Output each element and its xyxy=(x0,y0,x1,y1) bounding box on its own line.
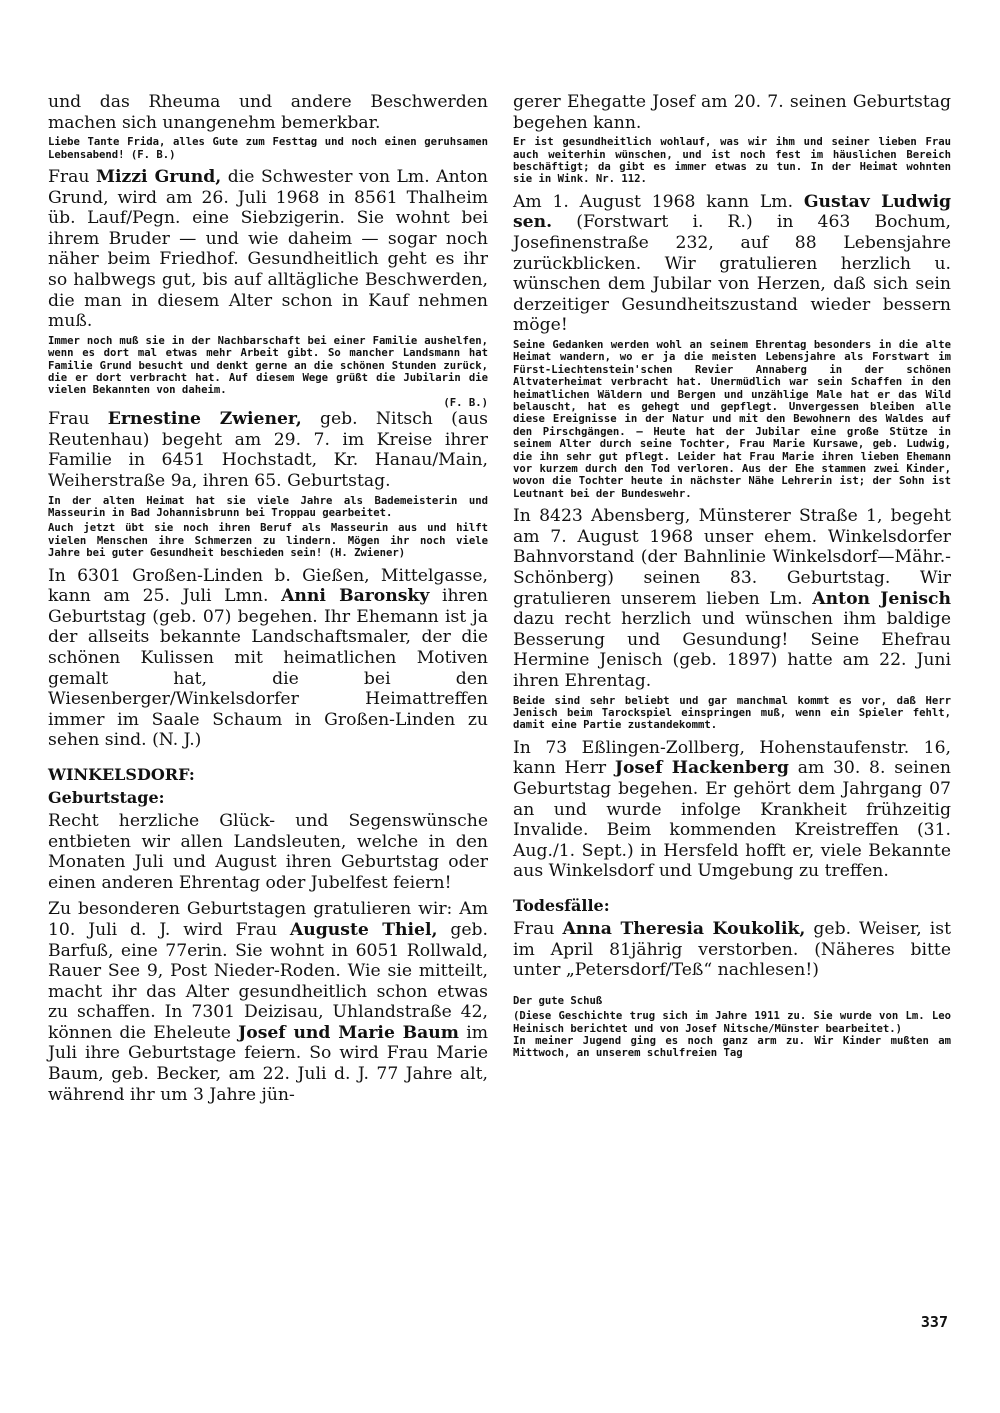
left-column xyxy=(48,92,488,1105)
paragraph: Recht herzliche Glück- und Segenswünsche entbieten wir allen Landsleuten, welche in den Monaten Juli und August ihren Geburtstag oder einen anderen Ehrentag oder Jubelfest feiern! xyxy=(48,810,488,893)
text: Am 1. August 1968 kann Lm. xyxy=(513,191,804,212)
note: (Diese Geschichte trug sich im Jahre 1911 zu. Sie wurde von Lm. Leo Heinisch berichtet und von Josef Nitsche/Münster bearbeitet.) xyxy=(513,1010,951,1035)
text: die Schwester von Lm. Anton Grund, wird am 26. Juli 1968 in 8561 Thalheim üb. Lauf/Pegn. eine Siebzigerin. Sie wohnt bei ihrem Bruder — und wie daheim — sogar noch näher beim Friedhof. Gesundheitlich geht es ihr so halbwegs gut, bis auf alltägliche Beschwerden, die man in diesem Alter schon in Kauf nehmen muß. xyxy=(48,167,488,332)
person-name: Ernestine Zwiener, xyxy=(107,409,302,430)
text: (Forstwart i. R.) in 463 Bochum, Josefinenstraße 232, auf 88 Lebensjahre zurückblicken. Wir gratulieren herzlich u. wünschen dem Jubilar von Herzen, daß sich sein derzeitiger Gesundheitszustand wieder bessern möge! xyxy=(513,212,951,336)
person-name: Anna Theresia Koukolik, xyxy=(562,918,806,939)
text: im Juli ihre Geburtstage feiern. So wird Frau Marie Baum, geb. Becker, am 22. Juli d. J. 77 Jahre alt, während ihr um 3 Jahre jün- xyxy=(48,1022,488,1105)
right-column xyxy=(513,92,951,1060)
story-heading: Der gute Schuß xyxy=(513,994,603,1007)
section-heading: WINKELSDORF: xyxy=(48,764,195,784)
text: am 30. 8. seinen Geburtstag begehen. Er gehört dem Jahrgang 07 an und wurde infolge Krankheit frühzeitig Invalide. Beim kommenden Kreistreffen (31. Aug./1. Sept.) in Hersfeld hofft er, viele Bekannte aus Winkelsdorf und Umgebung zu treffen. xyxy=(513,758,951,882)
paragraph xyxy=(513,192,951,336)
note: Beide sind sehr beliebt und gar manchmal kommt es vor, daß Herr Jenisch beim Tarockspiel einspringen muß, wenn ein Spieler fehlt, damit eine Partie zustandekommt. xyxy=(513,694,951,732)
text: Zu besonderen Geburtstagen gratulieren wir: Am 10. Juli d. J. wird Frau xyxy=(48,899,488,940)
text: Frau xyxy=(513,918,563,939)
paragraph: und das Rheuma und andere Beschwerden machen sich unangenehm bemerkbar. xyxy=(48,92,488,133)
person-name: Gustav Ludwig sen. xyxy=(513,191,952,233)
paragraph xyxy=(513,919,951,981)
note: Seine Gedanken werden wohl an seinem Ehrentag besonders in die alte Heimat wandern, wo er ja die meisten Lebensjahre als Forstwart im Fürst-Liechtenstein'schen Revier Annaberg in der schönen Altvaterheimat verbracht hat. Unermüdlich war sein Schaffen in den heimatlichen Wäldern und Bergen und unzählige Male hat er das Wild belauscht, hat es gehegt und gepflegt. Unvergessen bleiben alle diese Ereignisse in der Natur und mit den Bewohnern des Waldes auf den Pirschgängen. — Heute hat der Jubilar eine große Stütze in seinem Alter durch seine Tochter, Frau Marie Kursawe, geb. Ludwig, die ihn sehr gut pflegt. Leider hat Frau Marie ihren lieben Ehemann vor kurzem durch den Tod verloren. Aus der Ehe stammen zwei Kinder, wovon die Tochter heute in nächster Nähe Lehrerin ist; der Sohn ist Leutnant bei der Bundeswehr. xyxy=(513,338,951,500)
page-number: 337 xyxy=(920,1313,948,1331)
paragraph xyxy=(48,167,488,332)
person-name: Anni Baronsky xyxy=(281,586,430,607)
text: geb. Nitsch (aus Reutenhau) begeht am 29. 7. im Kreise ihrer Familie in 6451 Hochstadt, Kr. Hanau/Main, Weiherstraße 9a, ihren 65. Geburtstag. xyxy=(48,409,488,491)
paragraph: gerer Ehegatte Josef am 20. 7. seinen Geburtstag begehen kann. xyxy=(513,92,951,133)
note: Auch jetzt übt sie noch ihren Beruf als Masseurin aus und hilft vielen Menschen ihre Schmerzen zu lindern. Mögen ihr noch viele Jahre bei guter Gesundheit beschieden sein! (H. Zwiener) xyxy=(48,522,488,560)
paragraph xyxy=(513,506,951,691)
signature: (F. B.) xyxy=(443,396,488,409)
text: In 6301 Großen-Linden b. Gießen, Mittelgasse, kann am 25. Juli Lmn. xyxy=(48,565,488,607)
text: In 73 Eßlingen-Zollberg, Hohenstaufenstr. 16, kann Herr xyxy=(513,737,951,779)
person-name: Auguste Thiel, xyxy=(289,919,438,940)
person-name: Josef und Marie Baum xyxy=(238,1022,459,1043)
paragraph xyxy=(48,409,488,491)
text: geb. Weiser, ist im April 81jährig verstorben. (Näheres bitte unter „Petersdorf/Teß“ nachlesen!) xyxy=(513,918,951,981)
paragraph xyxy=(48,899,488,1105)
note: Er ist gesundheitlich wohlauf, was wir ihm und seiner lieben Frau auch weiterhin wünschen, und ist noch fest im häuslichen Bereich beschäftigt; da gibt es immer etwas zu tun. In der Heimat wohnten sie in Wink. Nr. 112. xyxy=(513,136,951,186)
note: Liebe Tante Frida, alles Gute zum Festtag und noch einen geruhsamen Lebensabend! (F. B.) xyxy=(48,136,488,161)
person-name: Anton Jenisch xyxy=(812,588,951,609)
person-name: Josef Hackenberg xyxy=(614,758,789,779)
text: Frau xyxy=(48,167,96,187)
person-name: Mizzi Grund, xyxy=(95,167,222,187)
text: dazu recht herzlich und wünschen ihm baldige Besserung und Gesundung! Seine Ehefrau Hermine Jenisch (geb. 1897) hatte am 22. Juni ihren Ehrentag. xyxy=(513,609,951,691)
note: In der alten Heimat hat sie viele Jahre als Bademeisterin und Masseurin in Bad Johannisbrunn bei Troppau gearbeitet. xyxy=(48,494,488,519)
text: geb. Barfuß, eine 77erin. Sie wohnt in 6051 Rollwald, Rauer See 9, Post Nieder-Roden. Wie sie mitteilt, macht ihr das Alter gesundheitlich schon etwas zu schaffen. In 7301 Deizisau, Uhlandstraße 42, können die Eheleute xyxy=(48,919,488,1043)
text: ihren Geburtstag (geb. 07) begehen. Ihr Ehemann ist ja der allseits bekannte Landschaftsmaler, der die schönen Kulissen mit heimatlichen Motiven gemalt hat, die bei den Wiesenberger/Winkelsdorfer Heimattreffen immer im Saale Schaum in Großen-Linden zu sehen sind. (N. J.) xyxy=(48,586,488,751)
text: Frau xyxy=(48,409,108,430)
text: In 8423 Abensberg, Münsterer Straße 1, begeht am 7. August 1968 unser ehem. Winkelsdorfer Bahnvorstand (der Bahnlinie Winkelsdorf—Mähr.-Schönberg) seinen 83. Geburtstag. Wir gratulieren unserem lieben Lm. xyxy=(513,506,951,609)
note: In meiner Jugend ging es noch ganz arm zu. Wir Kinder mußten am Mittwoch, an unserem schulfreien Tag xyxy=(513,1034,951,1060)
paragraph xyxy=(48,566,488,751)
note: Immer noch muß sie in der Nachbarschaft bei einer Familie aushelfen, wenn es dort mal etwas mehr Arbeit gibt. So mancher Landsmann hat Familie Grund besucht und denkt gerne an die schönen Stunden zurück, die er dort verbracht hat. Auf diesem Wege grüßt die Jubilarin die vielen Bekannten von daheim. xyxy=(48,334,488,397)
paragraph xyxy=(513,738,951,882)
section-heading: Todesfälle: xyxy=(513,895,610,915)
subsection-heading: Geburtstage: xyxy=(48,787,165,807)
